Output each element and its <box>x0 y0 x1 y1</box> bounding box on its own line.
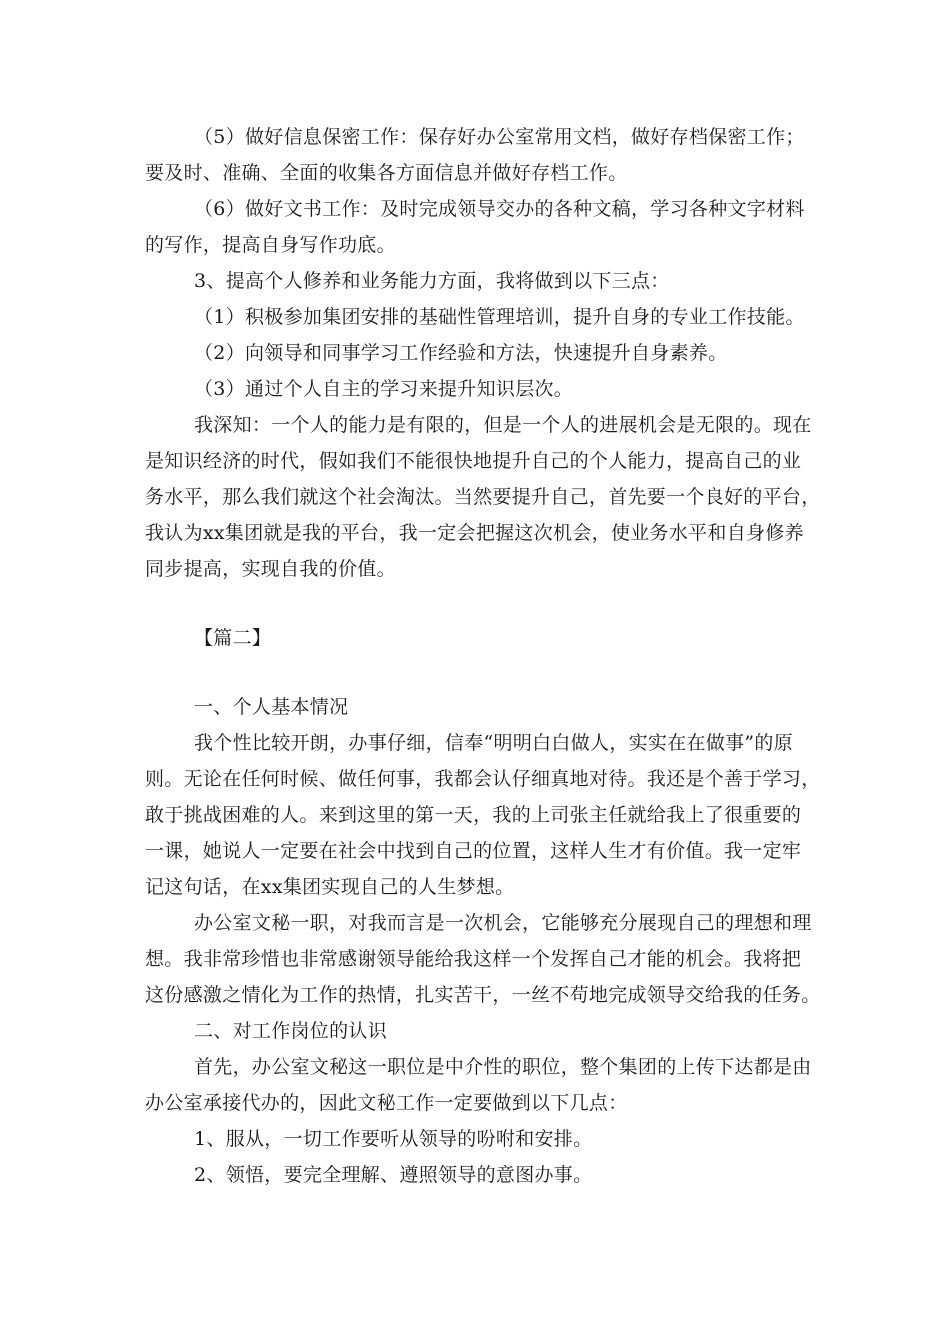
subsection-heading: 一、个人基本情况 <box>194 696 349 718</box>
paragraph-line: 想。我非常珍惜也非常感谢领导能给我这样一个发挥自己才能的机会。我将把 <box>145 948 802 970</box>
paragraph-line: 我认为xx集团就是我的平台，我一定会把握这次机会，使业务水平和自身修养 <box>145 522 804 544</box>
paragraph-line: 同步提高，实现自我的价值。 <box>145 558 396 580</box>
paragraph-line: （1）积极参加集团安排的基础性管理培训，提升自身的专业工作技能。 <box>194 306 805 328</box>
paragraph-line: 1、服从，一切工作要听从领导的吩咐和安排。 <box>194 1128 593 1150</box>
paragraph-line: 办公室文秘一职，对我而言是一次机会，它能够充分展现自己的理想和理 <box>194 912 812 934</box>
subsection-heading: 二、对工作岗位的认识 <box>194 1020 388 1042</box>
paragraph-line: 记这句话，在xx集团实现自己的人生梦想。 <box>145 876 515 898</box>
paragraph-line: 则。无论在任何时候、做任何事，我都会认仔细真地对待。我还是个善于学习， <box>145 768 821 790</box>
paragraph-line: 2、领悟，要完全理解、遵照领导的意图办事。 <box>194 1164 593 1186</box>
paragraph-line: 是知识经济的时代，假如我们不能很快地提升自己的个人能力，提高自己的业 <box>145 450 802 472</box>
paragraph-line: 务水平，那么我们就这个社会淘汰。当然要提升自己，首先要一个良好的平台， <box>145 486 821 508</box>
paragraph-line: 办公室承接代办的，因此文秘工作一定要做到以下几点： <box>145 1092 628 1114</box>
paragraph-line: （5）做好信息保密工作：保存好办公室常用文档，做好存档保密工作； <box>194 126 805 148</box>
paragraph-line: （3）通过个人自主的学习来提升知识层次。 <box>194 378 574 400</box>
paragraph-line: 3、提高个人修养和业务能力方面，我将做到以下三点： <box>194 270 670 292</box>
paragraph-line: （2）向领导和同事学习工作经验和方法，快速提升自身素养。 <box>194 342 728 364</box>
paragraph-line: 敢于挑战困难的人。来到这里的第一天，我的上司张主任就给我上了很重要的 <box>145 804 802 826</box>
paragraph-line: 要及时、准确、全面的收集各方面信息并做好存档工作。 <box>145 162 628 184</box>
paragraph-line: 一课，她说人一定要在社会中找到自己的位置，这样人生才有价值。我一定牢 <box>145 840 802 862</box>
paragraph-line: 首先，办公室文秘这一职位是中介性的职位，整个集团的上传下达都是由 <box>194 1056 812 1078</box>
paragraph-line: 我个性比较开朗，办事仔细，信奉“明明白白做人，实实在在做事”的原 <box>194 732 794 754</box>
paragraph-line: 这份感激之情化为工作的热情，扎实苦干，一丝不苟地完成领导交给我的任务。 <box>145 984 821 1006</box>
paragraph-line: （6）做好文书工作：及时完成领导交办的各种文稿，学习各种文字材料 <box>194 198 805 220</box>
paragraph-line: 的写作，提高自身写作功底。 <box>145 234 396 256</box>
paragraph-line: 我深知：一个人的能力是有限的，但是一个人的进展机会是无限的。现在 <box>194 414 812 436</box>
section-heading: 【篇二】 <box>194 627 272 649</box>
